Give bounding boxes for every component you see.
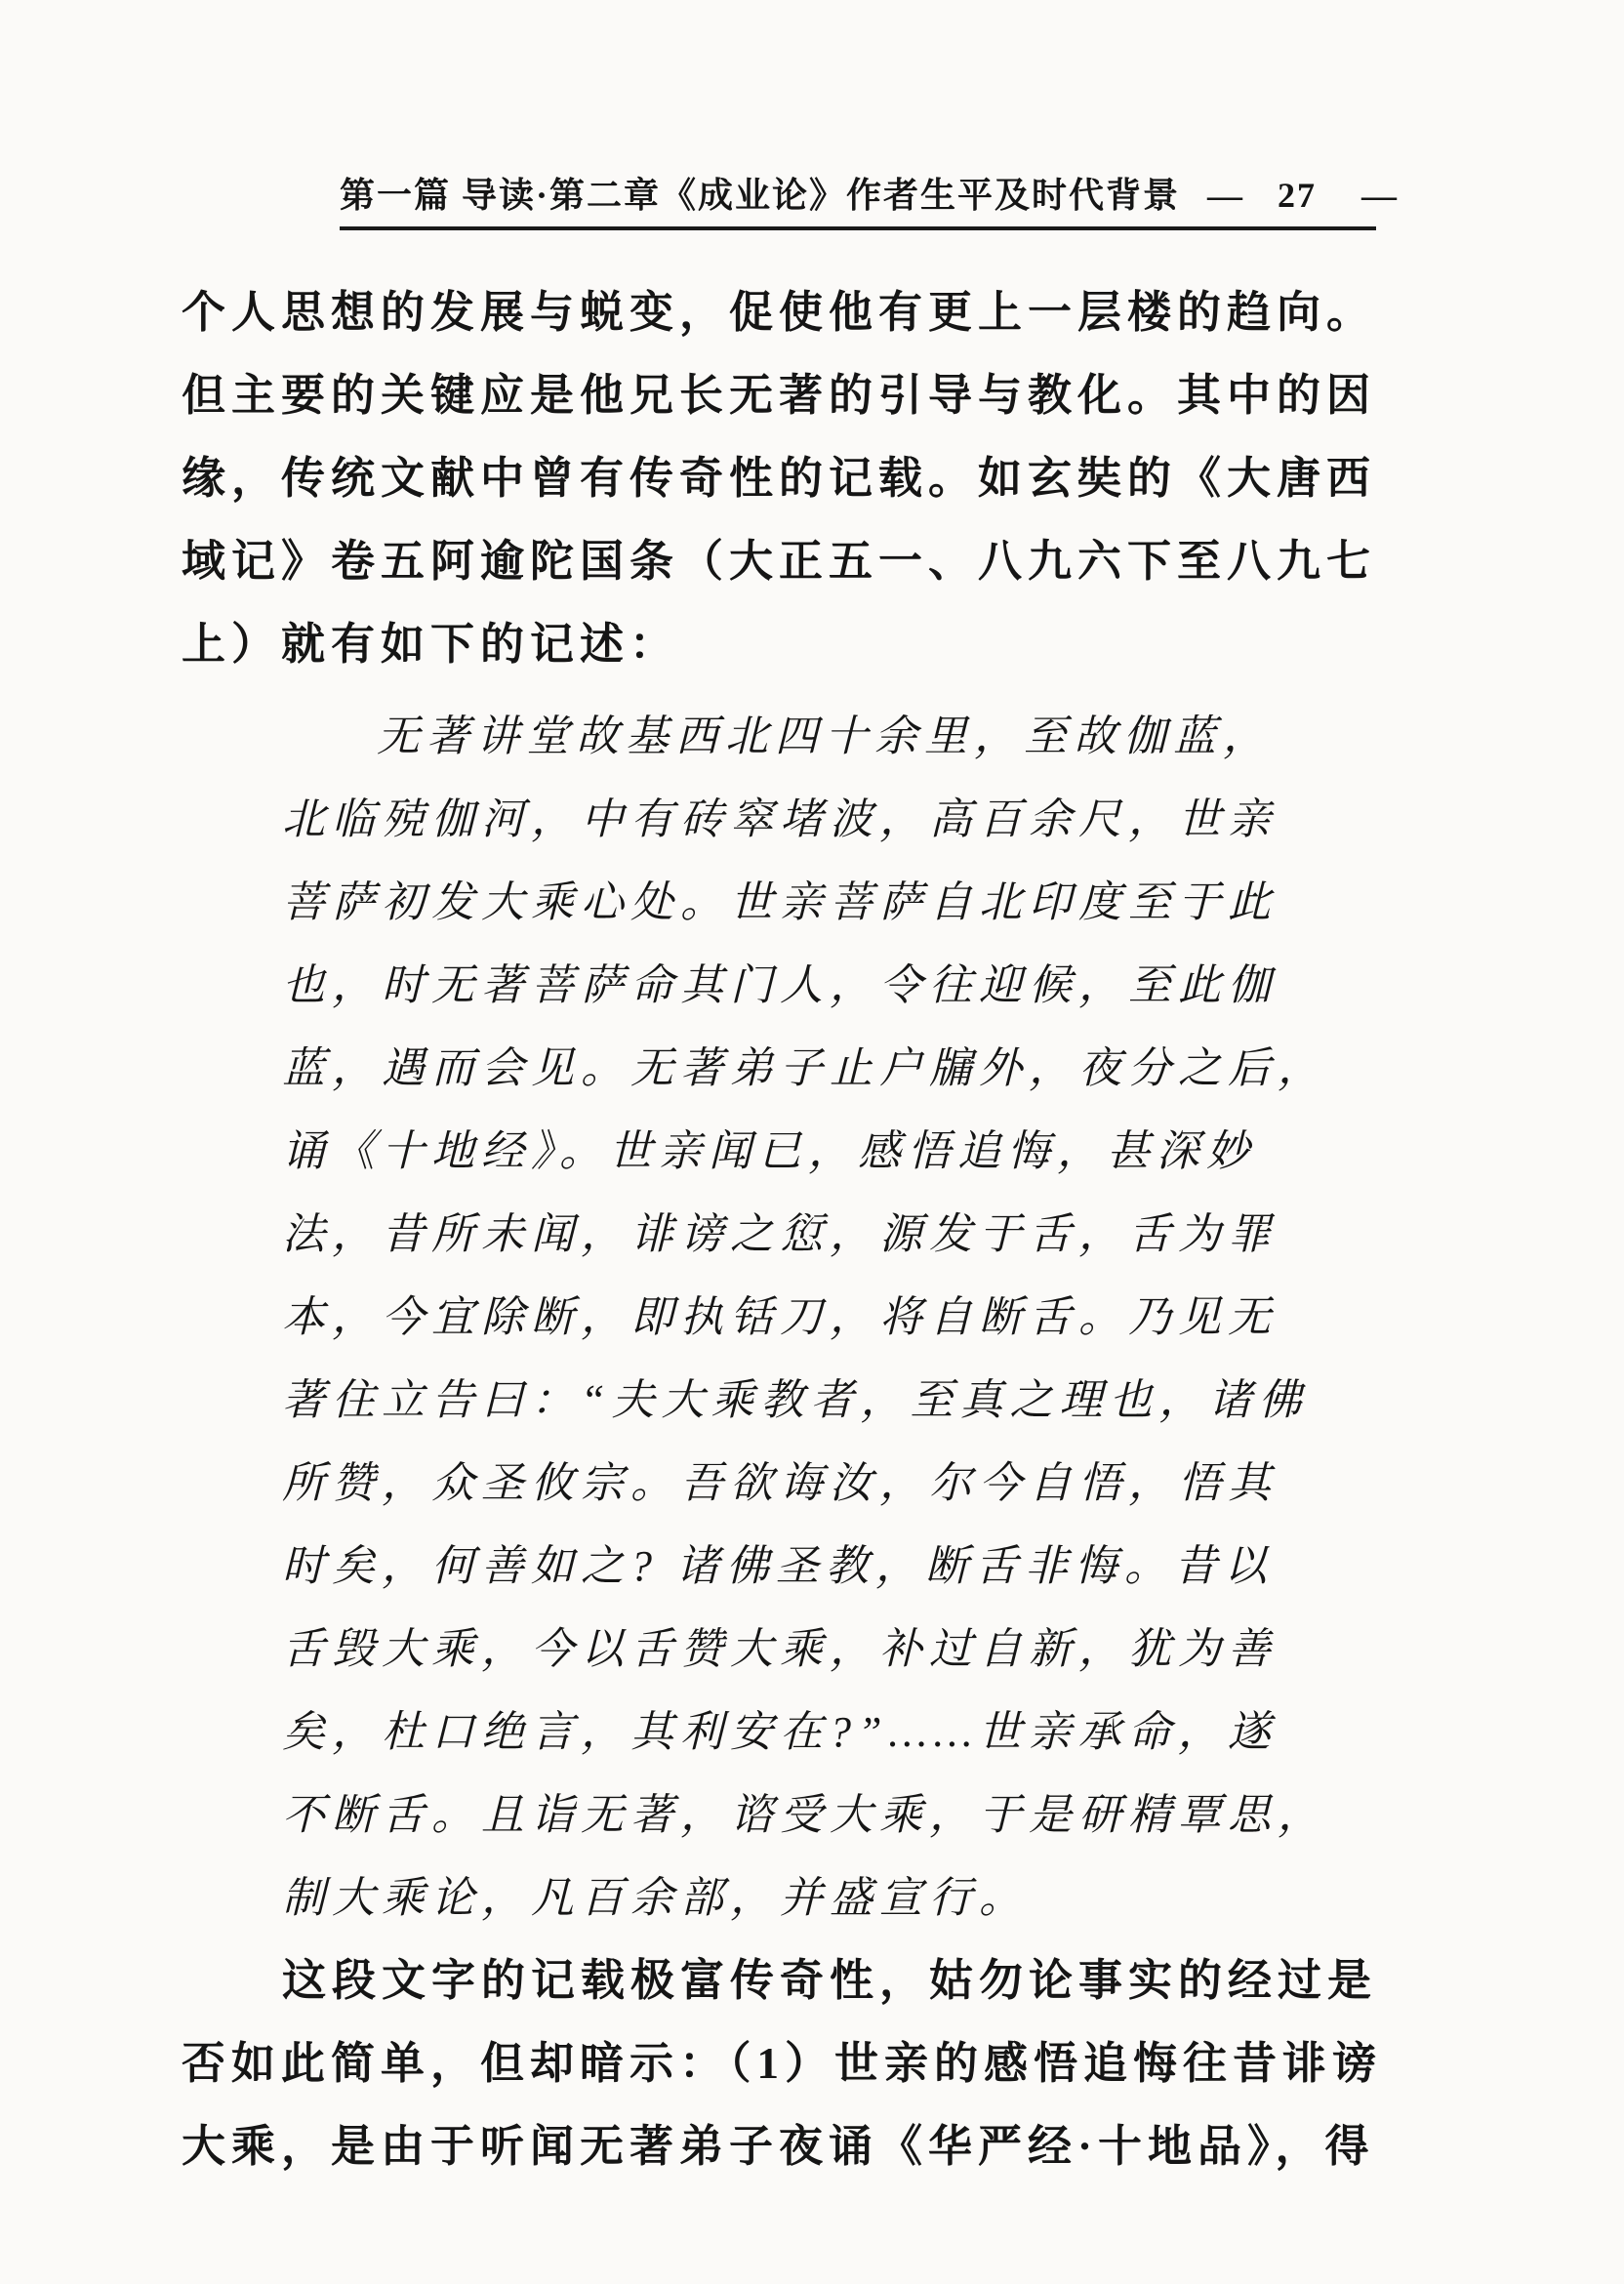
text-line: 菩萨初发大乘心处。世亲菩萨自北印度至于此 — [282, 878, 1278, 926]
text-line: 不断舌。且诣无著，谘受大乘，于是研精覃思， — [282, 1791, 1327, 1839]
text-line: 上）就有如下的记述： — [182, 620, 680, 669]
text-line: 矣，杜口绝言，其利安在?”……世亲承命，遂 — [282, 1708, 1278, 1756]
text-line: 著住立告曰：“夫大乘教者，至真之理也，诸佛 — [282, 1376, 1309, 1424]
text-line: 否如此简单，但却暗示：（1）世亲的感悟追悔往昔诽谤 — [182, 2039, 1383, 2088]
paragraph-1 — [182, 271, 1392, 686]
text-line: 所赞，众圣攸宗。吾欲诲汝，尔今自悟，悟其 — [282, 1459, 1278, 1507]
page-number: 27 — [1278, 176, 1318, 215]
text-line: 制大乘论，凡百余部，并盛宣行。 — [282, 1874, 1029, 1922]
text-line: 北临殑伽河，中有砖窣堵波，高百余尺，世亲 — [282, 795, 1278, 843]
text-line: 本，今宜除断，即执铦刀，将自断舌。乃见无 — [282, 1293, 1278, 1341]
text-line: 无著讲堂故基西北四十余里，至故伽蓝， — [377, 713, 1273, 760]
body-text — [182, 271, 1392, 2188]
paragraph-2 — [182, 1939, 1392, 2188]
header-dash-left: — — [1207, 176, 1245, 215]
text-line: 但主要的关键应是他兄长无著的引导与教化。其中的因 — [182, 371, 1377, 420]
header-dash-right: — — [1361, 176, 1400, 215]
text-line: 也，时无著菩萨命其门人，令往迎候，至此伽 — [282, 961, 1278, 1009]
text-line: 舌毁大乘，今以舌赞大乘，补过自新，犹为善 — [282, 1625, 1278, 1673]
text-line: 域记》卷五阿逾陀国条（大正五一、八九六下至八九七 — [182, 537, 1377, 586]
text-line: 大乘，是由于听闻无著弟子夜诵《华严经·十地品》，得 — [182, 2122, 1375, 2171]
text-line: 蓝，遇而会见。无著弟子止户牖外，夜分之后， — [282, 1044, 1327, 1092]
header-title: 第一篇 导读·第二章《成业论》作者生平及时代背景 — [340, 176, 1181, 215]
text-line: 这段文字的记载极富传奇性，姑勿论事实的经过是 — [282, 1956, 1378, 2005]
text-line: 缘，传统文献中曾有传奇性的记载。如玄奘的《大唐西 — [182, 454, 1377, 503]
text-line: 时矣，何善如之? 诸佛圣教，断舌非悔。昔以 — [282, 1542, 1274, 1590]
block-quote — [182, 695, 1392, 1939]
page-header — [340, 176, 1400, 230]
text-line: 个人思想的发展与蜕变，促使他有更上一层楼的趋向。 — [182, 288, 1377, 337]
text-line: 诵《十地经》。世亲闻已，感悟追悔，甚深妙 — [282, 1127, 1256, 1175]
text-line: 法，昔所未闻，诽谤之愆，源发于舌，舌为罪 — [282, 1210, 1278, 1258]
